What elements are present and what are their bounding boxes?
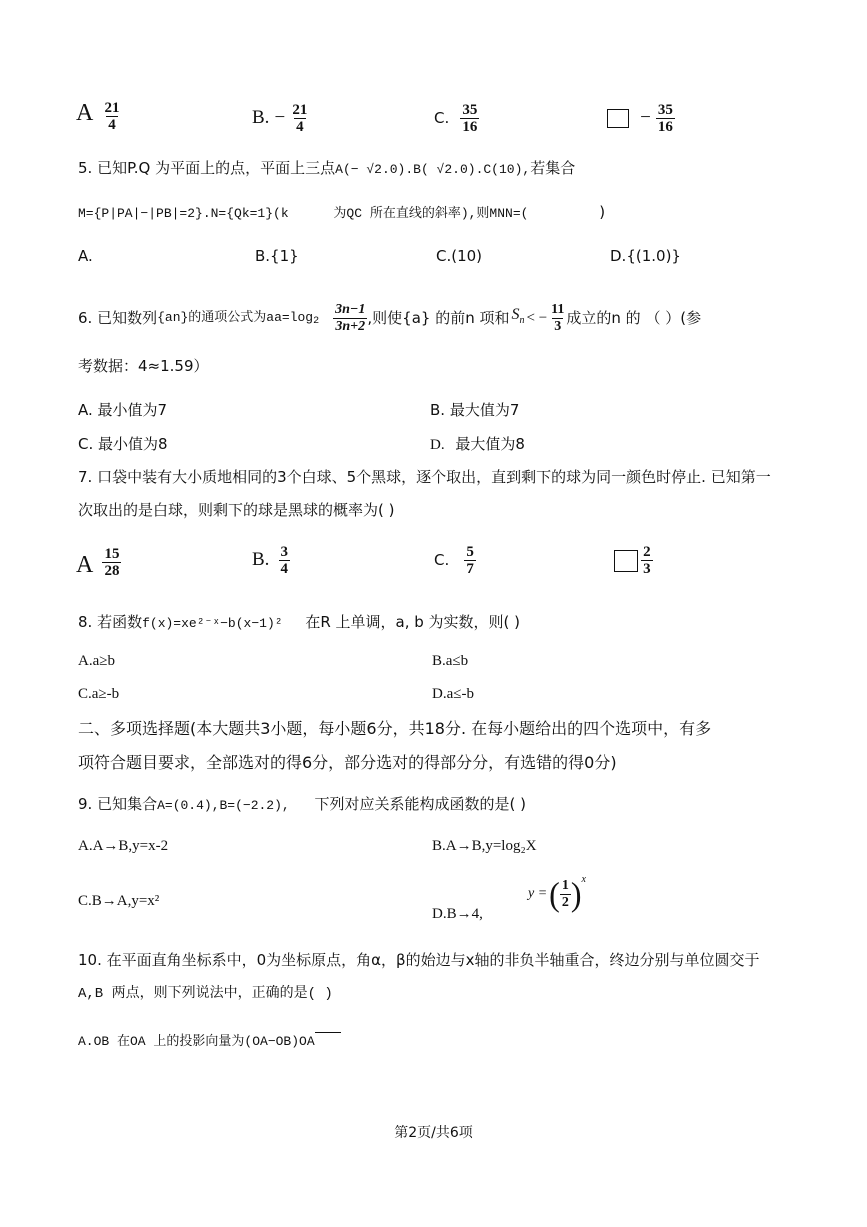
q10-line-1: 10. 在平面直角坐标系中，0为坐标原点，角α，β的始边与x轴的非负半轴重合，终边分别与单位圆交于 xyxy=(78,951,760,969)
q9-d-num: 1 xyxy=(561,877,569,893)
q6-stem-c: ,则使{a} 的前n 项和 xyxy=(367,309,510,327)
q8-stem-c: 在R 上单调，a, b 为实数，则( ) xyxy=(305,613,521,631)
q9-d-fraction xyxy=(560,878,571,911)
q4-option-d xyxy=(607,102,675,135)
q6-frac2-num: 11 xyxy=(551,301,565,317)
q5-line-1 xyxy=(78,158,575,180)
q6-formula: {an}的通项公式为aa=log xyxy=(157,310,314,325)
q4-option-d-box-icon xyxy=(607,109,629,128)
q6-log-base: 2 xyxy=(313,316,320,327)
q7-line-1: 7. 口袋中装有大小质地相同的3个白球、5个黑球，逐个取出，直到剩下的球为同一颜色时停止. 已知第一 xyxy=(78,468,771,486)
q9-option-b: B.A→B,y=log₂X xyxy=(432,838,537,854)
q6-option-d xyxy=(430,434,525,455)
q5-sets: M={P|PA|−|PB|=2}.N={Qk=1}(k xyxy=(78,206,289,221)
q4-option-c-label: C. xyxy=(434,109,450,127)
q7-c-den: 7 xyxy=(466,561,474,577)
q4-b-num: 21 xyxy=(292,102,308,118)
q4-option-b xyxy=(252,102,309,135)
q6-sum-symbol xyxy=(512,305,525,331)
q9-stem-a: 9. 已知集合 xyxy=(78,795,158,813)
q7-option-a-letter: A xyxy=(76,552,94,578)
q6-fraction xyxy=(333,302,367,335)
q7-option-a xyxy=(76,546,121,579)
q9-stem xyxy=(78,794,526,816)
q4-d-num: 35 xyxy=(657,102,673,118)
q5-option-a: A. xyxy=(78,247,93,265)
section-2-header-line-2: 项符合题目要求，全部选对的得6分，部分选对的得部分分，有选错的得0分) xyxy=(78,753,617,772)
q8-stem-a: 8. 若函数 xyxy=(78,613,143,631)
q10-option-a-text: A.OB 在OA 上的投影向量为(OA−OB)OA xyxy=(78,1034,315,1049)
q10-line-2-text: A,B 两点，则下列说法中，正确的是( ) xyxy=(78,986,333,1002)
q7-option-d xyxy=(614,544,653,577)
q6-sum-sub: n xyxy=(519,315,525,327)
q5-points: A(− √2.0).B( √2.0).C(10), xyxy=(335,162,531,177)
q6-line-2: 考数据：4≈1.59） xyxy=(78,357,209,375)
q7-b-num: 3 xyxy=(280,544,289,560)
q6-frac2-den: 3 xyxy=(554,318,562,334)
q9-d-den: 2 xyxy=(561,894,569,910)
q9-sets: A=(0.4),B=(−2.2), xyxy=(157,798,290,813)
q9-stem-c: 下列对应关系能构成函数的是( ) xyxy=(314,795,526,813)
q7-option-b xyxy=(252,544,290,577)
q4-c-den: 16 xyxy=(462,119,478,135)
q6-option-d-text: 最大值为8 xyxy=(455,435,525,453)
q7-option-c xyxy=(434,544,476,577)
q9-option-d-formula xyxy=(528,872,586,916)
q9-d-paren-group xyxy=(549,875,582,913)
q10-line-2 xyxy=(78,982,333,1004)
q7-c-num: 5 xyxy=(466,544,474,560)
q4-option-a-fraction xyxy=(102,100,121,133)
q5-line-2 xyxy=(78,202,605,224)
q7-option-c-fraction xyxy=(464,544,476,577)
q7-option-b-fraction xyxy=(279,544,291,577)
q9-option-d: D.B→4, xyxy=(432,906,483,922)
q4-option-b-sign: − xyxy=(274,107,286,128)
q4-option-c xyxy=(434,102,479,135)
q10-option-a xyxy=(78,1030,341,1052)
q7-d-num: 2 xyxy=(643,544,651,560)
q8-function: f(x)=xe²⁻ˣ−b(x−1)² xyxy=(142,616,283,631)
q4-d-den: 16 xyxy=(657,119,673,135)
q4-option-d-sign: − xyxy=(640,107,651,128)
q5-close-paren: ) xyxy=(599,203,606,221)
q7-option-a-fraction xyxy=(102,546,121,579)
q8-option-b: B.a≤b xyxy=(432,653,469,669)
q5-slope-text: 为QC 所在直线的斜率),则MNN=( xyxy=(333,206,529,221)
q4-option-a xyxy=(76,100,121,133)
q7-d-den: 3 xyxy=(643,561,651,577)
q6-frac-den: 3n+2 xyxy=(335,318,366,334)
q5-stem-a: 5. 已知P.Q 为平面上的点，平面上三点 xyxy=(78,159,336,177)
q4-option-d-fraction xyxy=(656,102,675,135)
q8-option-c: C.a≥-b xyxy=(78,686,120,702)
q5-option-b: B.{1} xyxy=(255,247,299,265)
q7-a-num: 15 xyxy=(104,546,120,562)
q10-vector-bar-icon xyxy=(315,1032,341,1033)
q8-stem xyxy=(78,612,520,634)
q7-a-den: 28 xyxy=(104,563,120,579)
q6-less-than: < − xyxy=(526,310,548,326)
q7-option-b-label: B. xyxy=(252,549,270,570)
q8-option-d: D.a≤-b xyxy=(432,686,474,702)
q7-option-d-fraction xyxy=(641,544,653,577)
q6-option-b: B. 最大值为7 xyxy=(430,401,520,419)
q4-a-num: 21 xyxy=(104,100,120,116)
q6-sum-letter: S xyxy=(511,305,520,323)
q4-option-c-fraction xyxy=(460,102,479,135)
q5-option-c: C.(10) xyxy=(436,247,483,265)
q6-stem-d: 成立的n 的 （ ）(参 xyxy=(566,309,702,327)
q4-option-a-letter: A xyxy=(76,100,94,126)
q9-option-c: C.B→A,y=x² xyxy=(78,893,160,909)
q9-d-y: y = xyxy=(528,886,548,901)
q4-b-den: 4 xyxy=(296,119,304,135)
q9-d-exp: x xyxy=(581,874,586,885)
q9-option-a: A.A→B,y=x-2 xyxy=(78,838,169,854)
q4-a-den: 4 xyxy=(108,117,116,133)
page-footer: 第2页/共6项 xyxy=(394,1125,473,1141)
section-2-header-line-1: 二、多项选择题(本大题共3小题，每小题6分，共18分. 在每小题给出的四个选项中，有多 xyxy=(78,719,712,738)
q6-stem-a: 6. 已知数列 xyxy=(78,309,158,327)
q4-option-b-fraction xyxy=(290,102,309,135)
q7-line-2: 次取出的是白球，则剩下的球是黑球的概率为( ) xyxy=(78,501,395,519)
q5-option-d: D.{(1.0)} xyxy=(610,247,681,265)
q6-option-a: A. 最小值为7 xyxy=(78,401,168,419)
q7-option-c-label: C. xyxy=(434,551,450,569)
q4-c-num: 35 xyxy=(462,102,478,118)
q6-option-c: C. 最小值为8 xyxy=(78,435,168,453)
q9-d-right-paren-icon: ) xyxy=(570,875,582,913)
q6-frac-num: 3n−1 xyxy=(335,301,366,317)
q6-line-1 xyxy=(78,300,701,336)
q8-option-a: A.a≥b xyxy=(78,653,115,669)
q4-option-b-label: B. xyxy=(252,107,270,128)
q5-stem-c: 若集合 xyxy=(530,159,576,177)
q9-d-left-paren-icon: ( xyxy=(549,875,560,913)
q6-option-d-letter: D. xyxy=(430,437,445,453)
q7-option-d-box-icon xyxy=(614,550,638,572)
q7-b-den: 4 xyxy=(280,561,289,577)
q6-fraction-2 xyxy=(549,302,566,335)
